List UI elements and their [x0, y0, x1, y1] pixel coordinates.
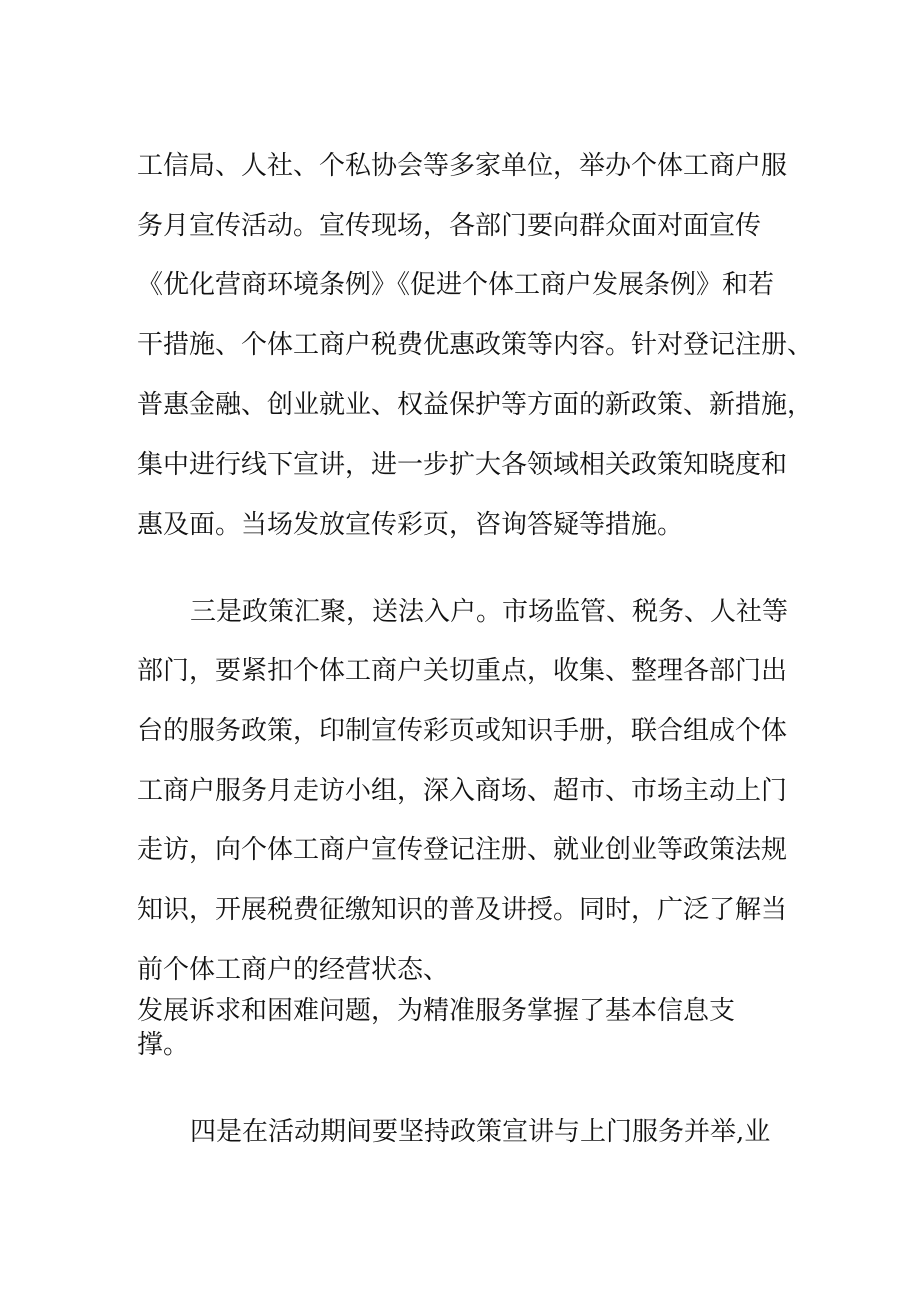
text-line: 四是在活动期间要坚持政策宣讲与上门服务并举,业: [190, 1117, 771, 1147]
text-line: 工信局、人社、个私协会等多家单位，举办个体工商户服: [137, 151, 788, 181]
text-line: 部门，要紧扣个体工商户关切重点，收集、整理各部门出: [137, 656, 788, 686]
text-line: 普惠金融、创业就业、权益保护等方面的新政策、新措施，: [137, 390, 814, 420]
text-line: 知识，开展税费征缴知识的普及讲授。同时，广泛了解当: [137, 895, 788, 925]
text-line: 走访，向个体工商户宣传登记注册、就业创业等政策法规: [137, 835, 788, 865]
text-line: 干措施、个体工商户税费优惠政策等内容。针对登记注册、: [137, 330, 814, 360]
text-line: 三是政策汇聚，送法入户。市场监管、税务、人社等: [190, 597, 789, 627]
text-line: 务月宣传活动。宣传现场，各部门要向群众面对面宣传: [137, 211, 762, 241]
text-line: 《优化营商环境条例》《促进个体工商户发展条例》和若: [137, 270, 775, 300]
text-line: 集中进行线下宣讲，进一步扩大各领域相关政策知晓度和: [137, 450, 788, 480]
text-line: 发展诉求和困难问题，为精准服务掌握了基本信息支: [137, 996, 736, 1026]
text-line: 工商户服务月走访小组，深入商场、超市、市场主动上门: [137, 776, 788, 806]
text-line: 台的服务政策，印制宣传彩页或知识手册，联合组成个体: [137, 716, 788, 746]
text-line: 撑。: [137, 1030, 190, 1060]
text-line: 惠及面。当场发放宣传彩页，咨询答疑等措施。: [137, 510, 684, 540]
text-line: 前个体工商户的经营状态、: [137, 955, 450, 985]
